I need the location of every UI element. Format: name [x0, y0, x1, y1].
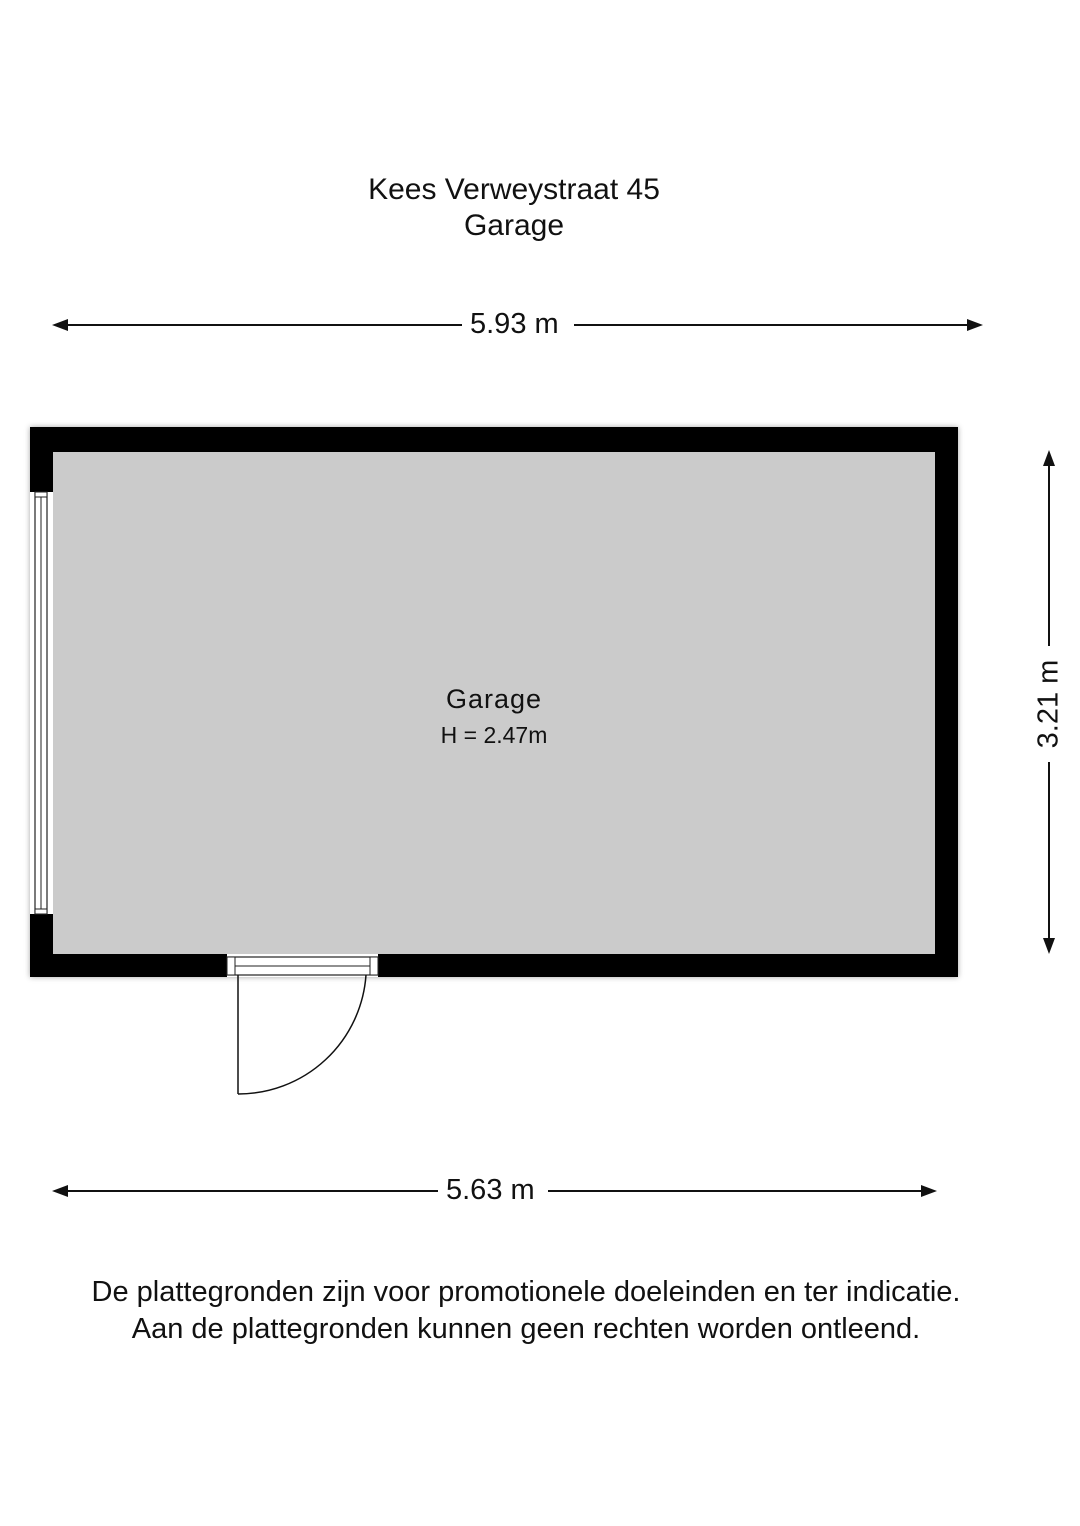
- disclaimer-line-2: Aan de plattegronden kunnen geen rechten worden ontleend.: [131, 1313, 921, 1345]
- door: [227, 954, 378, 1094]
- address-title: Kees Verweystraat 45: [368, 173, 660, 206]
- room-name: Garage: [445, 684, 543, 714]
- disclaimer-line-1: De plattegronden zijn voor promotionele doeleinden en ter indicatie.: [91, 1276, 961, 1308]
- disclaimer: [0, 1274, 1052, 1348]
- dimension-label-top: 5.93 m: [462, 308, 567, 341]
- floor-title: Garage: [463, 209, 565, 242]
- plan-header: [0, 172, 1028, 244]
- window-left: [30, 492, 53, 914]
- dimension-label-right: 3.21 m: [1033, 652, 1066, 757]
- dimension-label-bottom: 5.63 m: [438, 1174, 543, 1207]
- room-height: H = 2.47m: [440, 722, 548, 748]
